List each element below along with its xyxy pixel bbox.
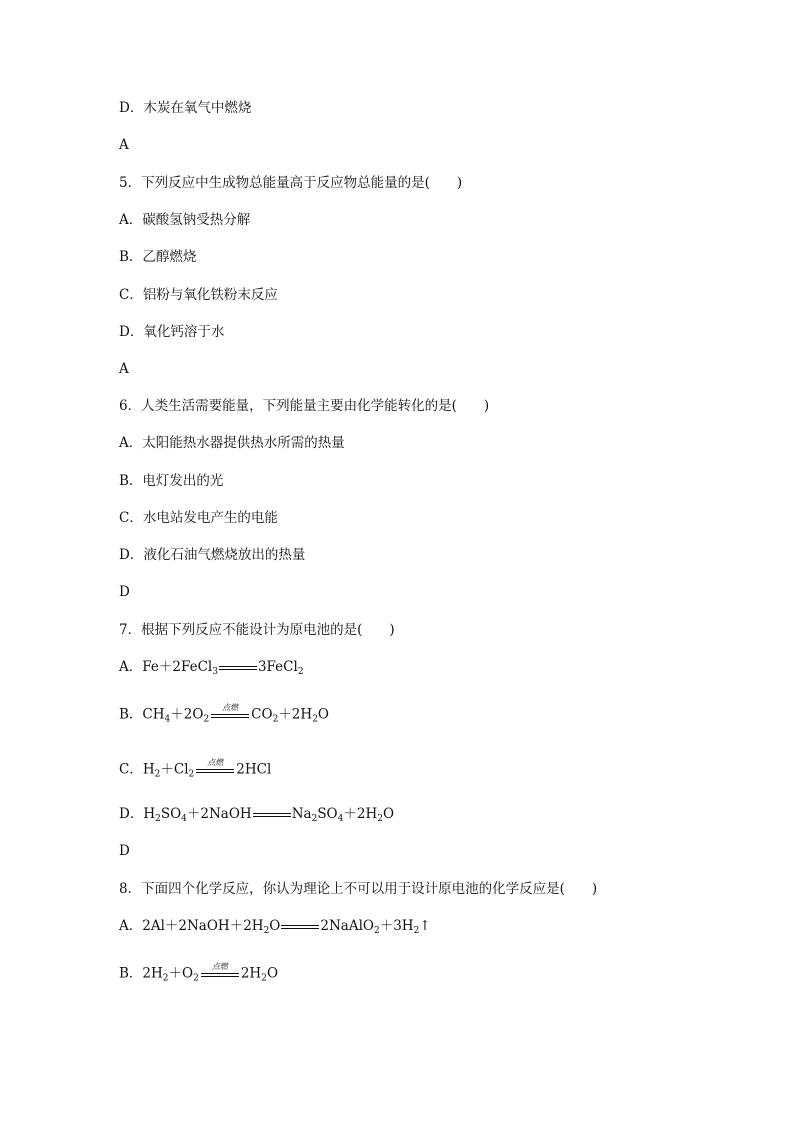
question-5-stem: 5．下列反应中生成物总能量高于反应物总能量的是( )	[119, 175, 463, 191]
option-label: B．	[119, 706, 143, 723]
question-7-option-a: A．Fe＋2FeCl$_3$ 3FeCl$_2$	[119, 659, 304, 677]
option-label: B．	[119, 965, 143, 982]
option-label: A．	[119, 659, 143, 675]
question-6-option-b: B．电灯发出的光	[119, 473, 224, 489]
question-5-option-d: D．氧化钙溶于水	[119, 324, 225, 340]
option-label: C．	[119, 761, 143, 778]
question-6-option-c: C．水电站发电产生的电能	[119, 510, 278, 526]
question-8-option-a: A．$2Al+2NaOH+2H_2O$ $2NaAlO_2+3H_2↑$	[119, 918, 431, 936]
question-5-option-a: A．碳酸氢钠受热分解	[119, 212, 251, 228]
question-7-option-d: D．$H_2SO_4+2NaOH$ $Na_2SO_4+2H_2O$	[119, 806, 395, 824]
question-6-option-d: D．液化石油气燃烧放出的热量	[119, 547, 306, 563]
question-6-option-a: A．太阳能热水器提供热水所需的热量	[119, 435, 345, 451]
reaction-condition: 点燃	[196, 758, 234, 782]
equals-sign	[281, 918, 319, 936]
question-6-stem: 6．人类生活需要能量，下列能量主要由化学能转化的是( )	[119, 398, 490, 414]
question-4-option-d: D．木炭在氧气中燃烧	[119, 100, 252, 116]
equals-sign	[219, 659, 257, 677]
question-4-answer: A	[119, 137, 129, 153]
question-7-option-b: B．$CH_4+2O_2$ 点燃 $CO_2+2H_2O$	[119, 703, 329, 727]
question-6-answer: D	[119, 584, 130, 600]
question-5-option-c: C．铝粉与氧化铁粉末反应	[119, 287, 278, 303]
question-8-option-b: B．$2H_2+O_2$ 点燃 $2H_2O$	[119, 962, 278, 986]
reaction-condition: 点燃	[211, 703, 249, 727]
equals-sign	[253, 806, 291, 824]
question-7-answer: D	[119, 843, 130, 859]
question-8-stem: 8．下面四个化学反应，你认为理论上不可以用于设计原电池的化学反应是( )	[119, 881, 598, 897]
reaction-condition: 点燃	[201, 962, 239, 986]
question-7-stem: 7．根据下列反应不能设计为原电池的是( )	[119, 622, 395, 638]
question-7-option-c: C．$H_2+Cl_2$ 点燃 2HCl	[119, 758, 271, 782]
question-5-answer: A	[119, 361, 129, 377]
option-label: A．	[119, 918, 143, 934]
option-label: D．	[119, 806, 144, 822]
question-5-option-b: B．乙醇燃烧	[119, 249, 197, 265]
